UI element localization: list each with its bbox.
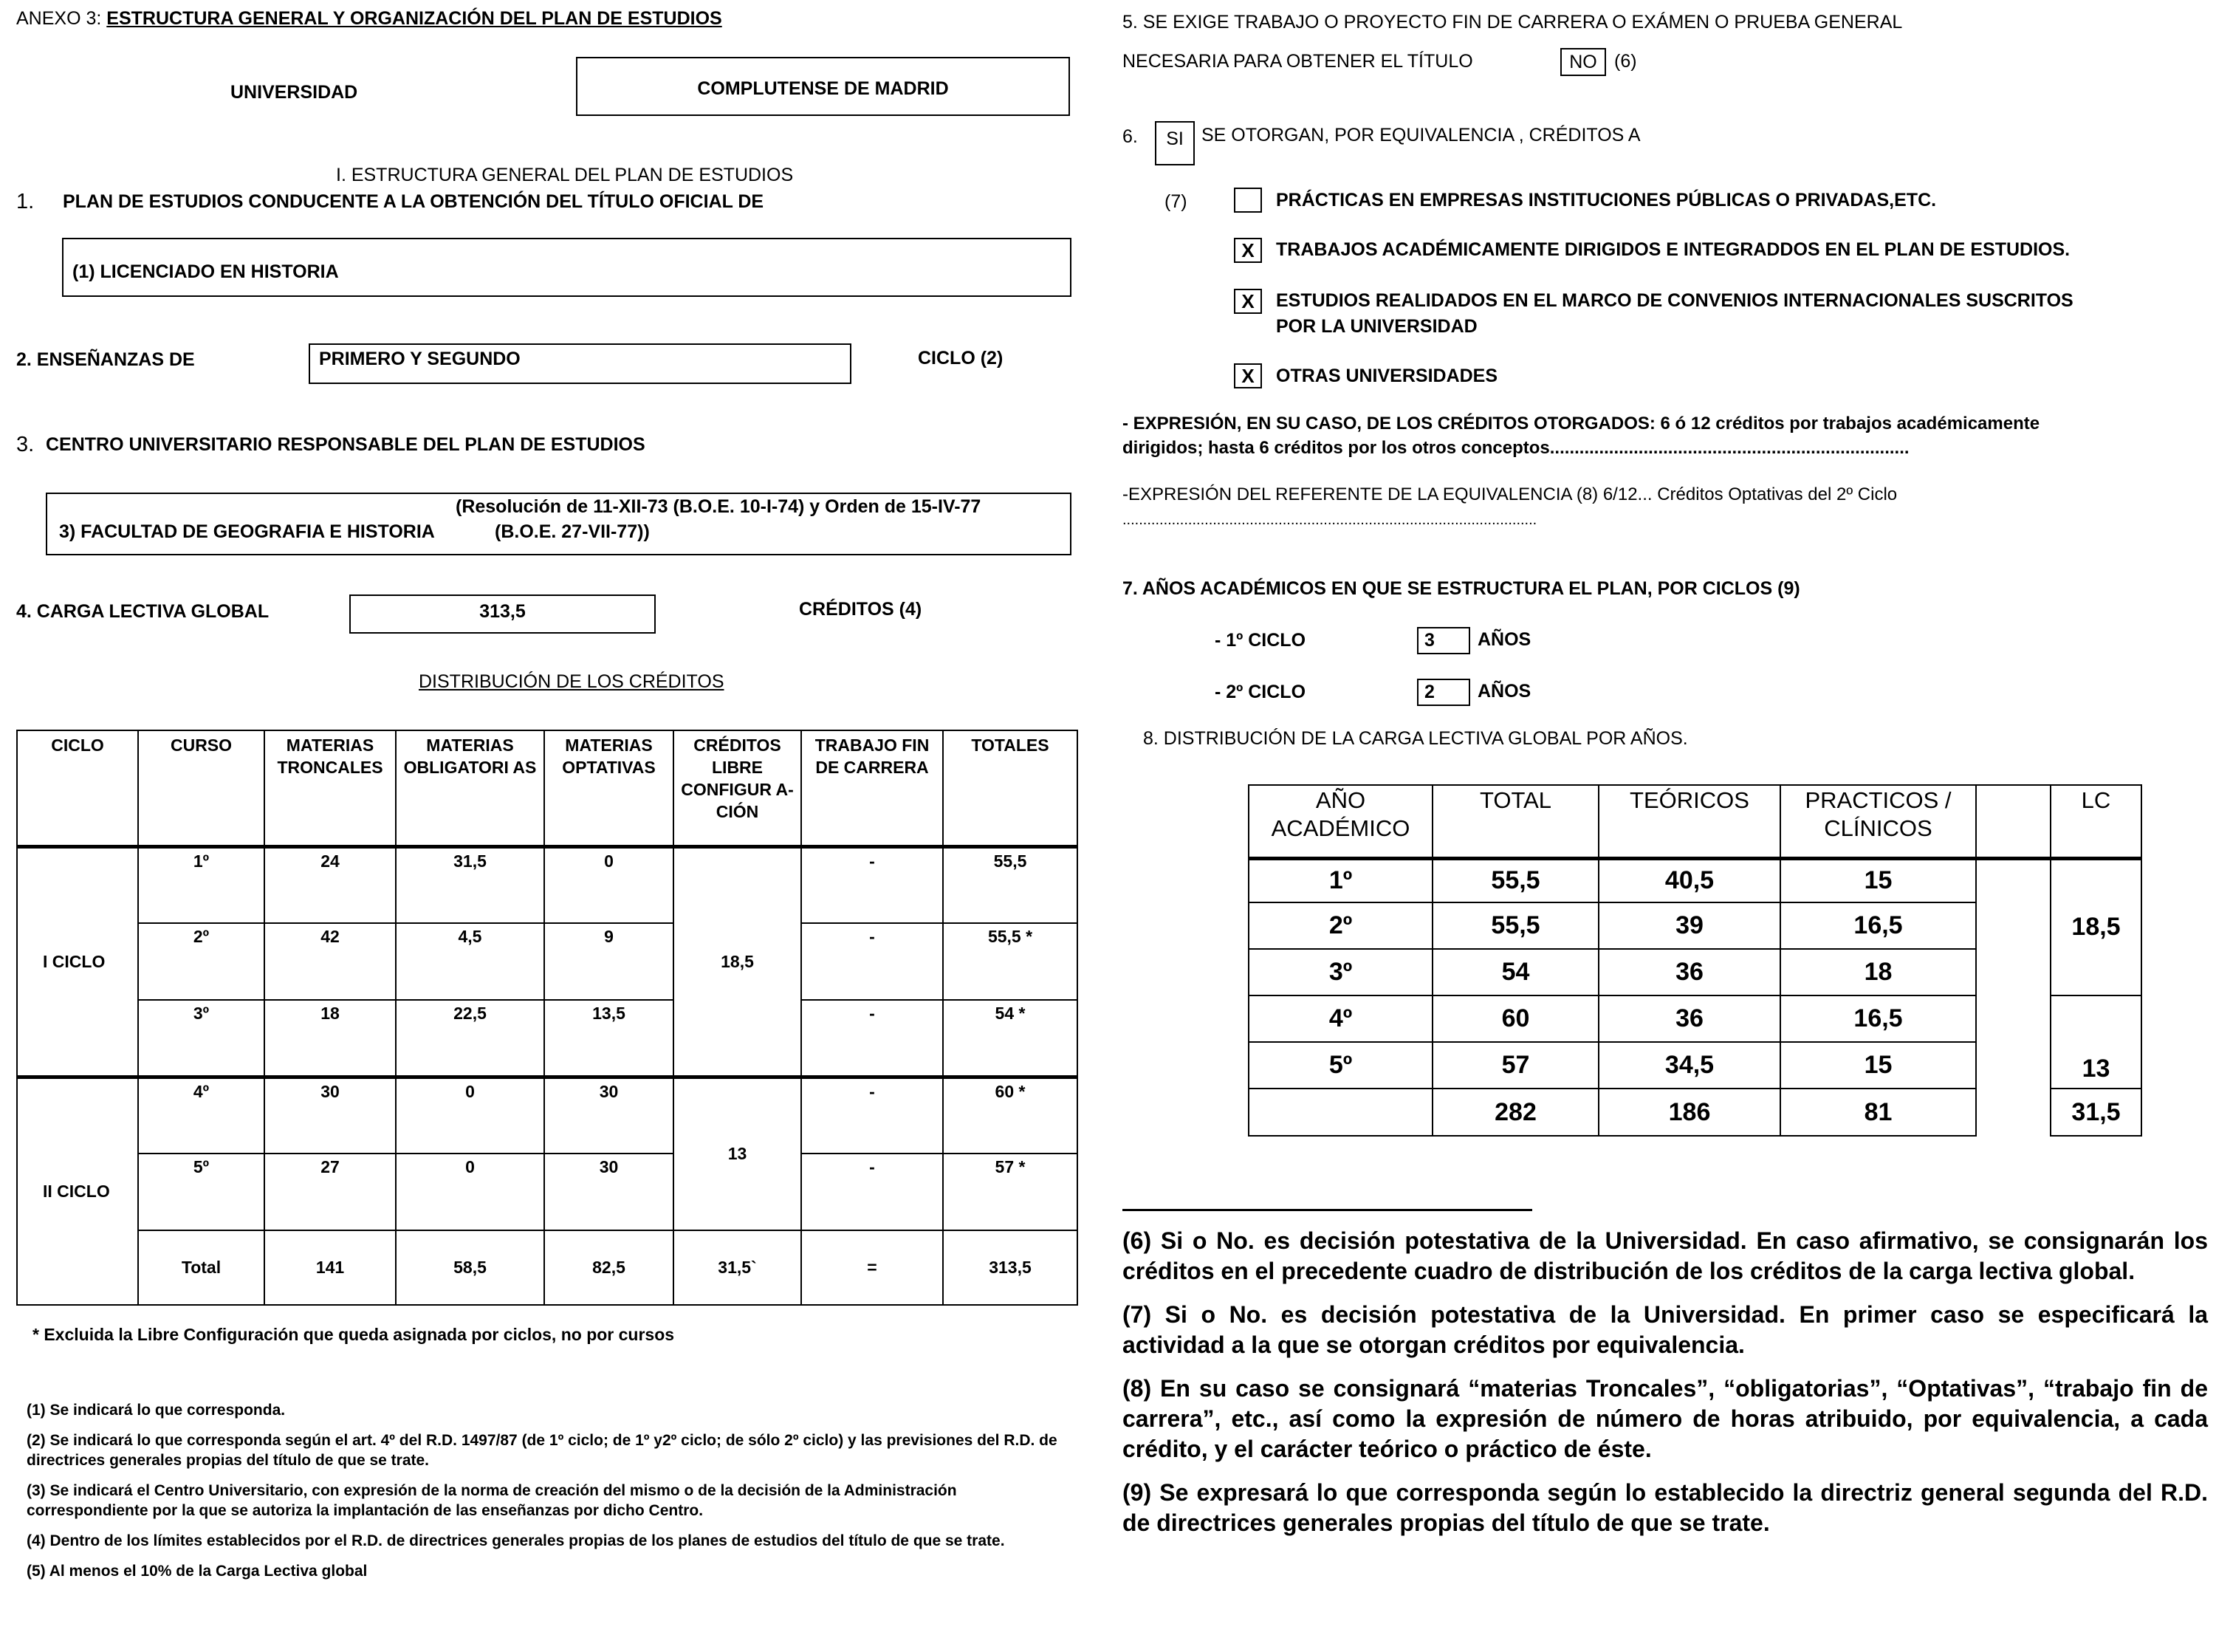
centre-box <box>46 493 1071 555</box>
table-row <box>17 1000 1077 1077</box>
value-cell: 30 <box>544 1154 673 1230</box>
table-row <box>17 923 1077 1000</box>
degree-box <box>62 238 1071 297</box>
distribution-title: DISTRIBUCIÓN DE LOS CRÉDITOS <box>419 671 724 692</box>
expression-credits-1: - EXPRESIÓN, EN SU CASO, DE LOS CRÉDITOS OTORGADOS: 6 ó 12 créditos por trabajos académicamente <box>1122 414 2040 433</box>
university-value: COMPLUTENSE DE MADRID <box>697 78 949 99</box>
table-row <box>17 1154 1077 1230</box>
year-header-cell: TOTAL <box>1433 785 1599 858</box>
note-5: (5) Al menos el 10% de la Carga Lectiva global <box>27 1563 368 1580</box>
option-label-2: TRABAJOS ACADÉMICAMENTE DIRIGIDOS E INTEGRADDOS EN EL PLAN DE ESTUDIOS. <box>1276 239 2071 260</box>
option-label-4: OTRAS UNIVERSIDADES <box>1276 366 1498 386</box>
note-1: (1) Se indicará lo que corresponda. <box>27 1402 286 1419</box>
year-header-cell: TEÓRICOS <box>1599 785 1780 858</box>
value-cell: 0 <box>396 1154 544 1230</box>
value-cell: 15 <box>1780 1042 1976 1089</box>
year-cell <box>1249 1089 1433 1136</box>
course-cell: 4º <box>138 1077 264 1154</box>
header-cell: CICLO <box>17 730 138 846</box>
cycles-value: PRIMERO Y SEGUNDO <box>319 349 521 369</box>
item4-label: 4. CARGA LECTIVA GLOBAL <box>16 601 270 622</box>
header-cell: CURSO <box>138 730 264 846</box>
option-checkbox-4[interactable]: X <box>1234 363 1262 388</box>
item3-number: 3. <box>16 433 35 456</box>
libre-total-cell: 31,5` <box>673 1230 801 1305</box>
value-cell: 55,5 <box>1433 858 1599 902</box>
option-label-3: ESTUDIOS REALIDADOS EN EL MARCO DE CONVENIOS INTERNACIONALES SUSCRITOS <box>1276 290 2073 311</box>
item6-number: 6. <box>1122 126 1138 147</box>
year-header-cell: LC <box>2051 785 2141 858</box>
option-label-1: PRÁCTICAS EN EMPRESAS INSTITUCIONES PÚBLICAS O PRIVADAS,ETC. <box>1276 190 1937 210</box>
value-cell: 36 <box>1599 995 1780 1042</box>
value-cell: 34,5 <box>1599 1042 1780 1089</box>
year-cell: 5º <box>1249 1042 1433 1089</box>
table-header-row <box>17 730 1077 846</box>
note-4: (4) Dentro de los límites establecidos por el R.D. de directrices generales propias de los planes de estudios del título de que se trate. <box>27 1532 1005 1549</box>
university-box <box>576 57 1070 116</box>
note-2: (2) Se indicará lo que corresponda según el art. 4º del R.D. 1497/87 (de 1º ciclo; de 1º y2º ciclo; de sólo 2º ciclo) y las previsiones del R.D. de directrices generales propias del título de que se trate. <box>27 1432 1057 1469</box>
value-cell: 9 <box>544 923 673 1000</box>
value-cell: 18 <box>1780 949 1976 995</box>
footnote-9: (9) Se expresará lo que corresponda según lo establecido la directriz general segunda del R.D. de directrices generales propias del título de que se trate. <box>1122 1479 2208 1536</box>
value-cell: 58,5 <box>396 1230 544 1305</box>
centre-name: 3) FACULTAD DE GEOGRAFIA E HISTORIA <box>59 521 435 542</box>
item2-suffix: CICLO (2) <box>918 348 1004 369</box>
grand-total-cell: 313,5 <box>943 1230 1077 1305</box>
value-cell: 18 <box>264 1000 396 1077</box>
footnote-divider <box>1122 1209 1532 1211</box>
value-cell: 16,5 <box>1780 902 1976 949</box>
header-cell: CRÉDITOS LIBRE CONFIGUR A-CIÓN <box>673 730 801 846</box>
value-cell: - <box>801 846 943 923</box>
value-cell: 39 <box>1599 902 1780 949</box>
footnote-8: (8) En su caso se consignará “materias Troncales”, “obligatorias”, “Optativas”, “trabajo fin de carrera”, etc., así como la expresión de número de horas atribuido, por equivalencia, a cada crédito, y el carácter teórico o práctico de éste. <box>1122 1375 2208 1462</box>
item5-line2: NECESARIA PARA OBTENER EL TÍTULO <box>1122 51 1473 72</box>
header-cell: MATERIAS OPTATIVAS <box>544 730 673 846</box>
item6-text: SE OTORGAN, POR EQUIVALENCIA , CRÉDITOS A <box>1201 125 1641 145</box>
option-label-3-cont: POR LA UNIVERSIDAD <box>1276 316 1478 337</box>
item5-answer: NO <box>1569 52 1597 72</box>
item7-text: 7. AÑOS ACADÉMICOS EN QUE SE ESTRUCTURA EL PLAN, POR CICLOS (9) <box>1122 578 1800 599</box>
value-cell: 81 <box>1780 1089 1976 1136</box>
centre-resolution: (Resolución de 11-XII-73 (B.O.E. 10-I-74) y Orden de 15-IV-77 <box>456 496 981 517</box>
section-heading: I. ESTRUCTURA GENERAL DEL PLAN DE ESTUDIOS <box>336 165 794 185</box>
cycle2-value: 2 <box>1424 682 1435 702</box>
value-cell: 0 <box>396 1077 544 1154</box>
value-cell: 55,5 <box>1433 902 1599 949</box>
option-checkbox-1[interactable] <box>1234 188 1262 213</box>
load-value: 313,5 <box>479 601 526 622</box>
cycle-cell: II CICLO <box>17 1077 138 1305</box>
footnote-7: (7) Si o No. es decisión potestativa de la Universidad. En primer caso se especificará la actividad a la que se otorgan créditos por equivalencia. <box>1122 1301 2208 1358</box>
libre-cell: 18,5 <box>673 846 801 1077</box>
value-cell: 30 <box>544 1077 673 1154</box>
header-cell: MATERIAS TRONCALES <box>264 730 396 846</box>
year-header-cell: AÑO ACADÉMICO <box>1249 785 1433 858</box>
value-cell: 15 <box>1780 858 1976 902</box>
value-cell: - <box>801 1000 943 1077</box>
total-cell: 55,5 <box>943 846 1077 923</box>
blank-cell <box>1976 858 2051 1136</box>
item1-text: PLAN DE ESTUDIOS CONDUCENTE A LA OBTENCIÓN DEL TÍTULO OFICIAL DE <box>63 191 764 212</box>
degree-value: (1) LICENCIADO EN HISTORIA <box>72 261 339 282</box>
value-cell: 82,5 <box>544 1230 673 1305</box>
total-cell: 55,5 * <box>943 923 1077 1000</box>
year-header-cell <box>1976 785 2051 858</box>
note-3: (3) Se indicará el Centro Universitario, con expresión de la norma de creación del mismo o de la decisión de la Administración correspondiente por la que se autoriza la implantación de las enseñanzas por dicho Centro. <box>27 1482 957 1519</box>
load-box <box>349 594 656 634</box>
cycle1-value: 3 <box>1424 630 1435 651</box>
value-cell: 36 <box>1599 949 1780 995</box>
value-cell: - <box>801 923 943 1000</box>
item1-number: 1. <box>16 190 35 213</box>
course-cell: 1º <box>138 846 264 923</box>
credits-distribution-table <box>16 730 1078 1306</box>
item8-text: 8. DISTRIBUCIÓN DE LA CARGA LECTIVA GLOBAL POR AÑOS. <box>1143 728 1688 749</box>
option-checkbox-2[interactable]: X <box>1234 238 1262 263</box>
table-total-row <box>17 1230 1077 1305</box>
value-cell: 42 <box>264 923 396 1000</box>
value-cell: 22,5 <box>396 1000 544 1077</box>
value-cell: 141 <box>264 1230 396 1305</box>
cycle2-years: AÑOS <box>1478 681 1531 702</box>
year-row <box>1249 858 2141 902</box>
cycles-box <box>309 343 851 384</box>
header-cell: TOTALES <box>943 730 1077 846</box>
course-cell: 5º <box>138 1154 264 1230</box>
table-row <box>17 1077 1077 1154</box>
course-cell: 3º <box>138 1000 264 1077</box>
libre-cell: 13 <box>673 1077 801 1230</box>
item5-line1: 5. SE EXIGE TRABAJO O PROYECTO FIN DE CARRERA O EXÁMEN O PRUEBA GENERAL <box>1122 12 1903 32</box>
value-cell: 186 <box>1599 1089 1780 1136</box>
item6-ref: (7) <box>1164 191 1187 212</box>
header-cell: MATERIAS OBLIGATORI AS <box>396 730 544 846</box>
course-cell: Total <box>138 1230 264 1305</box>
item2-label: 2. ENSEÑANZAS DE <box>16 349 195 370</box>
item5-answer-box <box>1560 48 1606 76</box>
total-cell: 57 * <box>943 1154 1077 1230</box>
lc-cell: 18,5 <box>2051 858 2141 995</box>
value-cell: 0 <box>544 846 673 923</box>
course-cell: 2º <box>138 923 264 1000</box>
year-cell: 1º <box>1249 858 1433 902</box>
centre-boe: (B.O.E. 27-VII-77)) <box>495 521 650 542</box>
value-cell: 30 <box>264 1077 396 1154</box>
expression-referent-1: -EXPRESIÓN DEL REFERENTE DE LA EQUIVALENCIA (8) 6/12... Créditos Optativas del 2º Ciclo <box>1122 484 1898 504</box>
lc-cell: 13 <box>2051 995 2141 1089</box>
left-notes <box>27 1400 1071 1581</box>
university-label: UNIVERSIDAD <box>230 82 358 103</box>
annual-load-table <box>1248 784 2142 1137</box>
cycle2-box <box>1417 679 1470 706</box>
value-cell: - <box>801 1154 943 1230</box>
value-cell: 13,5 <box>544 1000 673 1077</box>
value-cell: 27 <box>264 1154 396 1230</box>
table-row <box>17 846 1077 923</box>
table-note: * Excluida la Libre Configuración que queda asignada por ciclos, no por cursos <box>32 1325 675 1344</box>
total-cell: 60 * <box>943 1077 1077 1154</box>
value-cell: = <box>801 1230 943 1305</box>
option-checkbox-3[interactable]: X <box>1234 289 1262 314</box>
cycle1-box <box>1417 627 1470 654</box>
value-cell: 57 <box>1433 1042 1599 1089</box>
value-cell: 54 <box>1433 949 1599 995</box>
value-cell: 60 <box>1433 995 1599 1042</box>
cycle2-label: - 2º CICLO <box>1215 682 1306 702</box>
value-cell: 24 <box>264 846 396 923</box>
item3-text: CENTRO UNIVERSITARIO RESPONSABLE DEL PLAN DE ESTUDIOS <box>46 434 645 455</box>
annex-title: ESTRUCTURA GENERAL Y ORGANIZACIÓN DEL PLAN DE ESTUDIOS <box>106 8 722 29</box>
value-cell: 31,5 <box>396 846 544 923</box>
value-cell: 40,5 <box>1599 858 1780 902</box>
item4-suffix: CRÉDITOS (4) <box>799 599 922 620</box>
year-header-cell: PRACTICOS / CLÍNICOS <box>1780 785 1976 858</box>
header-cell: TRABAJO FIN DE CARRERA <box>801 730 943 846</box>
value-cell: 16,5 <box>1780 995 1976 1042</box>
year-cell: 2º <box>1249 902 1433 949</box>
lc-total-cell: 31,5 <box>2051 1089 2141 1136</box>
item6-answer: SI <box>1166 128 1184 149</box>
year-cell: 4º <box>1249 995 1433 1042</box>
value-cell: 282 <box>1433 1089 1599 1136</box>
cycle1-years: AÑOS <box>1478 629 1531 650</box>
value-cell: - <box>801 1077 943 1154</box>
cycle-cell: I CICLO <box>17 846 138 1077</box>
cycle1-label: - 1º CICLO <box>1215 630 1306 651</box>
expression-credits-2: dirigidos; hasta 6 créditos por los otros conceptos......................................................................... <box>1122 438 1910 458</box>
item5-suffix: (6) <box>1614 51 1637 72</box>
value-cell: 4,5 <box>396 923 544 1000</box>
item6-answer-box <box>1155 121 1195 165</box>
year-header-row <box>1249 785 2141 858</box>
right-footnotes <box>1122 1226 2208 1538</box>
year-cell: 3º <box>1249 949 1433 995</box>
expression-referent-2: ..................................................................................................... <box>1122 512 1537 528</box>
total-cell: 54 * <box>943 1000 1077 1077</box>
footnote-6: (6) Si o No. es decisión potestativa de la Universidad. En caso afirmativo, se consignarán los créditos en el precedente cuadro de distribución de los créditos de la carga lectiva global. <box>1122 1227 2208 1284</box>
annex-heading: ANEXO 3: ESTRUCTURA GENERAL Y ORGANIZACIÓN DEL PLAN DE ESTUDIOS <box>16 8 722 29</box>
